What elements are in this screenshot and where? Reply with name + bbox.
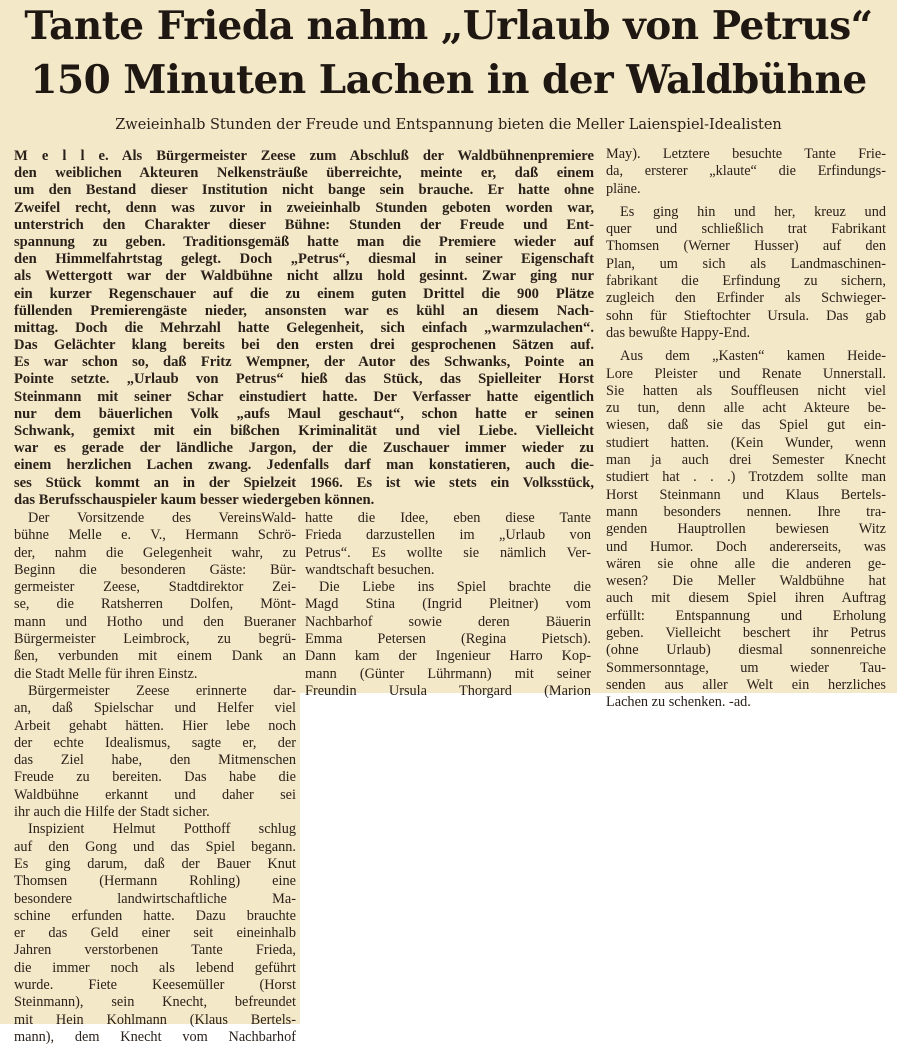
text-line: (ohne Urlaub) diesmal sonnenreiche — [606, 642, 886, 659]
text-line: senden aus aller Welt ein herzliches — [606, 676, 886, 693]
text-line: das bewußte Happy-End. — [606, 324, 751, 341]
text-line: Plan, um sich als Landmaschinen- — [606, 255, 886, 272]
subheadline: Zweieinhalb Stunden der Freude und Entspannung bieten die Meller Laienspiel-Idealisten — [115, 117, 782, 133]
text-line: schine erfunden hatte. Dazu brauchte — [14, 907, 296, 924]
text-line: auf den Gong und das Spiel begann. — [14, 838, 296, 855]
text-line: als Wettergott war der Waldbühne nicht allzu hold gesinnt. Zwar ging nur — [14, 268, 594, 285]
text-line: das Berufsschauspieler kaum besser wiedergeben können. — [14, 491, 375, 508]
text-line: spannung zu geben. Traditionsgemäß hatte man die Premiere wieder auf — [14, 233, 594, 250]
text-line: fabrikant die Erfindung zu sichern, — [606, 273, 886, 290]
text-line: erfüllt: Entspannung und Erholung — [606, 607, 886, 624]
text-line: Sie hatten als Souffleusen nicht viel — [606, 382, 886, 399]
text-line: Bürgermeister Leimbrock, zu begrü- — [14, 631, 296, 648]
text-line: mittag. Doch die Mehrzahl hatte Gelegenheit, sich einfach „warmzulachen“. — [14, 319, 594, 336]
text-line: Freundin Ursula Thorgard (Marion — [305, 682, 591, 699]
column-middle — [305, 510, 591, 700]
text-line: Horst Steinmann und Klaus Bertels- — [606, 486, 886, 503]
text-line: hatte die Idee, eben diese Tante — [305, 510, 591, 526]
text-line: studiert hatten. (Kein Wunder, wenn — [606, 434, 886, 451]
text-line: ein kurzer Regenschauer auf die zu einem guten Drittel die 900 Plätze — [14, 285, 594, 302]
paragraph — [305, 579, 591, 700]
text-line: nur dem bäuerlichen Volk „aufs Maul geschaut“, schon hatte er seinen — [14, 405, 594, 422]
text-line: genden Hauptrollen bewiesen Witz — [606, 521, 886, 538]
text-line: Emma Petersen (Regina Pietsch). — [305, 631, 591, 648]
text-line: Lachen zu schenken. -ad. — [606, 694, 751, 711]
paragraph — [14, 510, 296, 683]
text-line: Dann kam der Ingenieur Harro Kop- — [305, 648, 591, 665]
text-line: mann besonders nennen. Ihre tra- — [606, 503, 886, 520]
text-line: Beginn die besonderen Gäste: Bür- — [14, 561, 296, 578]
text-line: da, ersterer „klaute“ die Erfindungs- — [606, 163, 886, 180]
text-line: geben. Vielleicht beschert ihr Petrus — [606, 625, 886, 642]
text-line: Es ging darum, daß der Bauer Knut — [14, 855, 296, 872]
text-line: der, nahm die Gelegenheit wahr, zu — [14, 544, 296, 561]
text-line: einem herzlichen Lachen zwang. Jedenfalls darf man konstatieren, auch die- — [14, 457, 594, 474]
text-line: das Ziel habe, den Mitmenschen — [14, 752, 296, 769]
text-line: ßen, verbunden mit einem Dank an — [14, 648, 296, 665]
column-right — [606, 146, 886, 712]
text-line: wiesen, daß sie das Spiel gut ein- — [606, 417, 886, 434]
paragraph — [14, 821, 296, 1046]
text-line: se, die Ratsherren Dolfen, Mönt- — [14, 596, 296, 613]
text-line: pläne. — [606, 180, 641, 197]
text-line: Petrus“. Es wollte sie nämlich Ver- — [305, 544, 591, 561]
text-line: die Stadt Melle für ihren Einstz. — [14, 665, 198, 682]
text-line: unterstrich den Charakter dieser Bühne: Stunden der Freude und Ent- — [14, 216, 594, 233]
text-line: wären sie ohne alle die anderen ge- — [606, 555, 886, 572]
text-line: er das Geld einer seit eineinhalb — [14, 925, 296, 942]
text-line: Es ging hin und her, kreuz und — [620, 203, 886, 220]
text-line: Magd Stina (Ingrid Pleitner) vom — [305, 596, 591, 613]
text-line: Frieda darzustellen im „Urlaub von — [305, 527, 591, 544]
text-line: Es war schon so, daß Fritz Wempner, der Autor des Schwanks, Pointe an — [14, 354, 594, 371]
text-line: Thomsen (Werner Husser) auf den — [606, 238, 886, 255]
text-line: der echte Idealismus, sagte er, der — [14, 734, 296, 751]
lead-paragraph — [14, 148, 594, 509]
text-line: Freude zu bereiten. Das habe die — [14, 769, 296, 786]
text-line: Steinmann mit seiner Schar einstudiert hatte. Der Verfasser hatte eigentlich — [14, 388, 594, 405]
text-line: zu tun, denn alle acht Akteure be- — [606, 400, 886, 417]
text-line: Das Gelächter klang bereits bei den ersten drei gesprochenen Sätzen auf. — [14, 337, 594, 354]
text-line: auch mit diesem Spiel ihren Auftrag — [606, 590, 886, 607]
text-line: studiert hat . . .) Trotzdem sollte man — [606, 469, 886, 486]
text-line: sohn für Stieftochter Ursula. Das gab — [606, 307, 886, 324]
text-line: bühne Melle e. V., Hermann Schrö- — [14, 527, 296, 544]
text-line: Die Liebe ins Spiel brachte die — [319, 579, 591, 596]
paragraph — [606, 204, 886, 342]
text-line: Arbeit gehabt hätten. Hier lebe noch — [14, 717, 296, 734]
text-line: germeister Zeese, Stadtdirektor Zei- — [14, 579, 296, 596]
text-line: mann und Hotho und den Bueraner — [14, 613, 296, 630]
text-line: mann (Günter Lührmann) mit seiner — [305, 665, 591, 682]
text-line: und Humor. Doch andererseits, was — [606, 538, 886, 555]
text-line: May). Letztere besuchte Tante Frie- — [606, 146, 886, 162]
text-line: den Himmelfahrtstag gelegt. Doch „Petrus“, diesmal in seiner Eigenschaft — [14, 251, 594, 268]
text-line: Aus dem „Kasten“ kamen Heide- — [620, 348, 886, 365]
text-line: ses Stück kommt an in der Spielzeit 1966. Es ist wie stets ein Volksstück, — [14, 474, 594, 491]
text-line: füllenden Premierengäste nieder, ansonsten war es kühl an diesem Nach- — [14, 302, 594, 319]
text-line: Zweifel recht, denn was zuvor in zweieinhalb Stunden geboten worden war, — [14, 199, 594, 216]
text-line: Jahren verstorbenen Tante Frieda, — [14, 942, 296, 959]
text-line: quer und schließlich trat Fabrikant — [606, 221, 886, 238]
text-line: Nachbarhof sowie deren Bäuerin — [305, 613, 591, 630]
headline-line-1: Tante Frieda nahm „Urlaub von Petrus“ — [24, 3, 873, 49]
text-line: zugleich den Erfinder als Schwieger- — [606, 290, 886, 307]
text-line: besondere landwirtschaftliche Ma- — [14, 890, 296, 907]
text-line: M e l l e. Als Bürgermeister Zeese zum Abschluß der Waldbühnenpremiere — [14, 148, 594, 164]
text-line: wesen? Die Meller Waldbühne hat — [606, 573, 886, 590]
headline-line-2: 150 Minuten Lachen in der Waldbühne — [30, 57, 867, 103]
paragraph — [14, 683, 296, 821]
text-line: Inspizient Helmut Potthoff schlug — [28, 821, 296, 838]
text-line: ihr auch die Hilfe der Stadt sicher. — [14, 804, 210, 821]
text-line: Steinmann), sein Knecht, befreundet — [14, 994, 296, 1011]
text-line: Pointe setzte. „Urlaub von Petrus“ hieß das Stück, das Spielleiter Horst — [14, 371, 594, 388]
paragraph — [606, 146, 886, 198]
text-line: wandtschaft besuchen. — [305, 561, 435, 578]
text-line: mit Hein Kohlmann (Klaus Bertels- — [14, 1011, 296, 1028]
text-line: Bürgermeister Zeese erinnerte dar- — [28, 682, 296, 699]
text-line: Schwank, gemixt mit ein bißchen Kriminalität und viel Liebe. Vielleicht — [14, 423, 594, 439]
text-line: den weiblichen Akteuren Nelkensträuße überreichte, meinte er, daß einem — [14, 165, 594, 182]
text-line: mann), dem Knecht vom Nachbarhof — [14, 1028, 296, 1045]
text-line: die immer noch als lebend geführt — [14, 959, 296, 976]
text-line: um den Bestand dieser Institution nicht bange sein brauche. Er hatte ohne — [14, 182, 594, 199]
paragraph — [305, 510, 591, 579]
text-line: Waldbühne erkannt und daher sei — [14, 786, 296, 803]
text-line: Der Vorsitzende des VereinsWald- — [28, 510, 296, 526]
column-left — [14, 510, 296, 1046]
text-line: Sommersonntage, um wieder Tau- — [606, 659, 886, 676]
text-line: war es gerade der ländliche Jargon, der die Zuschauer immer wieder zu — [14, 440, 594, 457]
text-line: Lore Pleister und Renate Unnerstall. — [606, 365, 886, 382]
paragraph — [606, 348, 886, 711]
text-line: an, daß Spielschar und Helfer viel — [14, 700, 296, 717]
text-line: Thomsen (Hermann Rohling) eine — [14, 873, 296, 890]
text-line: wurde. Fiete Keesemüller (Horst — [14, 977, 296, 994]
text-line: man ja auch drei Semester Knecht — [606, 452, 886, 469]
